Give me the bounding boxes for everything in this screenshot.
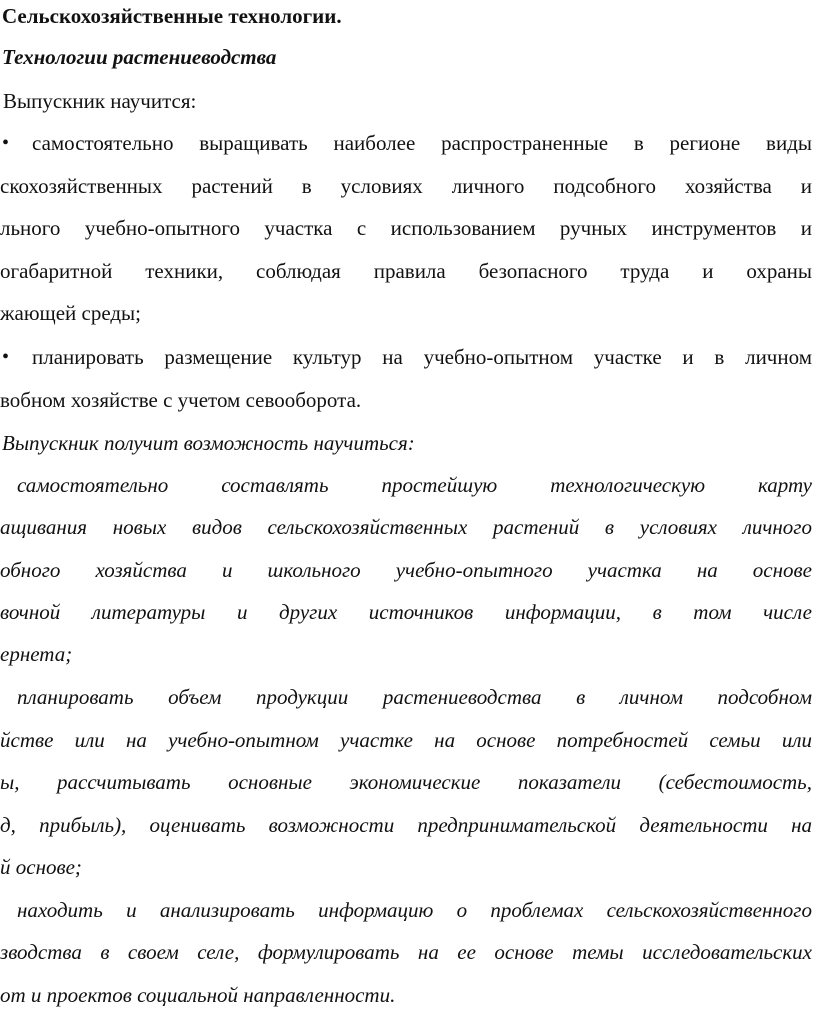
paragraph-line: ернета;: [0, 642, 73, 666]
paragraph-line: обного хозяйства и школьного учебно-опытного участка на основе: [0, 558, 812, 582]
section-heading: Сельскохозяйственные технологии.: [2, 4, 342, 28]
paragraph-line: скохозяйственных растений в условиях личного подсобного хозяйства и: [0, 174, 812, 198]
section-subheading: Технологии растениеводства: [2, 45, 277, 69]
bullet-icon: •: [2, 132, 10, 154]
paragraph-line: д, прибыль), оценивать возможности предпринимательской деятельности на: [0, 813, 812, 837]
learns-intro: Выпускник научится:: [3, 89, 197, 113]
paragraph-line: огабаритной техники, соблюдая правила безопасного труда и охраны: [0, 259, 812, 283]
paragraph-line: ы, рассчитывать основные экономические показатели (себестоимость,: [0, 770, 812, 794]
paragraph-line: самостоятельно выращивать наиболее распространенные в регионе виды: [32, 131, 812, 155]
paragraph-line: зводства в своем селе, формулировать на ее основе темы исследовательских: [0, 940, 812, 964]
paragraph-line: й основе;: [0, 855, 82, 879]
paragraph-line: ащивания новых видов сельскохозяйственных растений в условиях личного: [0, 515, 812, 539]
paragraph-line: самостоятельно составлять простейшую технологическую карту: [17, 473, 812, 497]
paragraph-line: находить и анализировать информацию о проблемах сельскохозяйственного: [17, 898, 812, 922]
paragraph-line: планировать размещение культур на учебно-опытном участке и в личном: [32, 345, 812, 369]
paragraph-line: льного учебно-опытного участка с использованием ручных инструментов и: [0, 216, 812, 240]
paragraph-line: вобном хозяйстве с учетом севооборота.: [0, 388, 362, 412]
paragraph-line: йстве или на учебно-опытном участке на основе потребностей семьи или: [0, 728, 812, 752]
paragraph-line: вочной литературы и других источников информации, в том числе: [0, 600, 812, 624]
paragraph-line: от и проектов социальной направленности.: [0, 983, 396, 1007]
paragraph-line: планировать объем продукции растениеводства в личном подсобном: [17, 685, 812, 709]
opportunity-intro: Выпускник получит возможность научиться:: [2, 431, 415, 455]
paragraph-line: жающей среды;: [0, 301, 141, 325]
bullet-icon: •: [2, 346, 10, 368]
